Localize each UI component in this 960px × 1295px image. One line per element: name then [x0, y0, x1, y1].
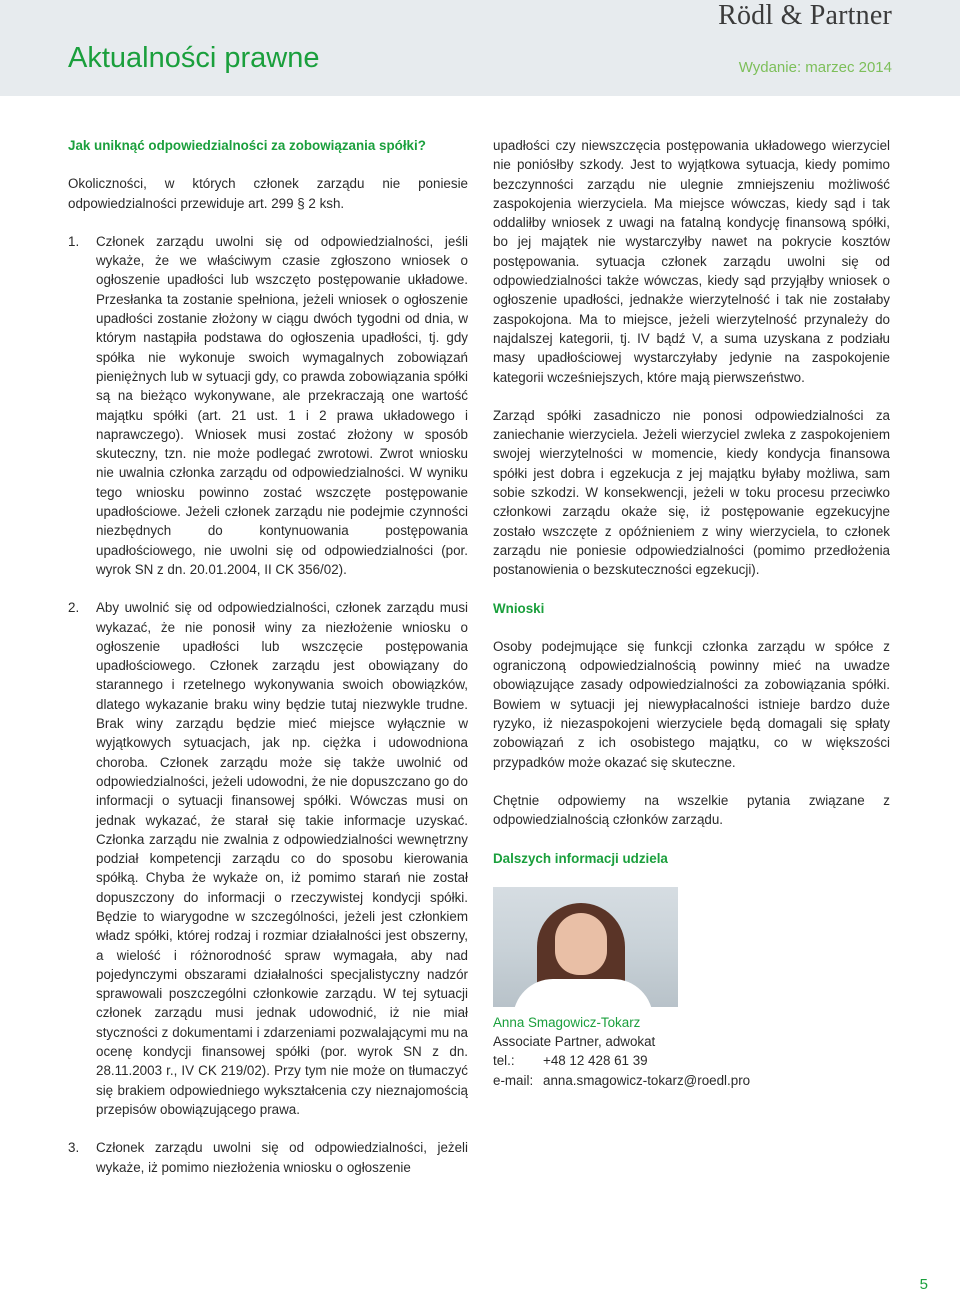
phone-label: tel.:: [493, 1053, 515, 1069]
contact-heading: Dalszych informacji udziela: [493, 850, 668, 866]
left-column: [68, 136, 468, 1196]
list-number: 1.: [68, 233, 80, 249]
list-text: Członek zarządu uwolni się od odpowiedzialności, jeżeli wykaże, iż pomimo niezłożenia wniosku o ogłoszenie: [96, 1140, 468, 1175]
conclusions-heading: Wnioski: [493, 600, 545, 616]
page-number: 5: [919, 1276, 928, 1293]
edition-label: Wydanie: marzec 2014: [738, 59, 892, 76]
contact-name: Anna Smagowicz-Tokarz: [493, 1014, 641, 1030]
article-intro: Okoliczności, w których członek zarządu nie poniesie odpowiedzialności przewiduje art. 299 § 2 ksh.: [68, 176, 468, 211]
article-paragraph: upadłości czy niewszczęcia postępowania układowego wierzyciel nie poniósłby szkody. Jest to wyjątkowa sytuacja, kiedy pomimo bezczynności zarządu nie ulegnie zmniejszeniu możliwość zaspokojenia wierzyciela. Ma miejsce wówczas, kiedy sąd i tak oddaliłby wniosek z uwagi na fatalną kondycję finansową spółki, bo jej majątek nie wystarczyłby nawet na pokrycie kosztów postępowania. sytuacja członek zarządu uwolni się od odpowiedzialności także wówczas, kiedy sąd przyjąłby wniosek o ogłoszenie upadłości, jednakże wierzytelność i tak nie zostałaby zaspokojona. Ma to miejsce, jeżeli wierzytelność przynależy do najdalszej kategorii, tj. IV bądź V, a suma uzyskana z podziału masy upadłościowej wystarczyłaby jedynie na zaspokojenie kategorii wcześniejszych, które mają pierwszeństwo.: [493, 138, 890, 385]
list-item-3: [68, 1138, 468, 1177]
section-title: Aktualności prawne: [68, 42, 320, 74]
conclusions-paragraph: Osoby podejmujące się funkcji członka zarządu w spółce z ograniczoną odpowiedzialnością powinny mieć na uwadze obowiązujące zasady odpowiedzialności za zobowiązania spółki. Bowiem w sytuacji jej niewypłacalności istnieje bardzo duże ryzyko, iż niezaspokojeni wierzyciele będą domagali się spłaty zobowiązań z ich osobistego majątku, co w większości przypadków może okazać się skuteczne.: [493, 638, 890, 770]
brand-logo: Rödl & Partner: [718, 0, 892, 31]
contact-photo: [493, 887, 678, 1007]
article-heading: Jak uniknąć odpowiedzialności za zobowiązania spółki?: [68, 138, 426, 153]
contact-phone-row: [493, 1051, 890, 1070]
list-item-2: [68, 598, 468, 1119]
article-paragraph: Zarząd spółki zasadniczo nie ponosi odpowiedzialności za zaniechanie wierzyciela. Jeżeli wierzyciel zwleka z zaspokojeniem swojej wierzytelności w momencie, kiedy kondycja finansowa spółki jest dobra i egzekucja z jej majątku byłaby możliwa, sam sobie szkodzi. W konsekwencji, jeżeli w toku procesu przeciwko członkowi zarządu okaże się, iż postępowanie egzekucyjne zostało wszczęte z opóźnieniem z winy wierzyciela, to członek zarządu nie poniesie odpowiedzialności (pomimo przedłożenia postanowienia o bezskuteczności egzekucji).: [493, 407, 890, 578]
email-label: e-mail:: [493, 1072, 534, 1088]
list-text: Aby uwolnić się od odpowiedzialności, członek zarządu musi wykazać, że nie ponosił winy za niezłożenie wniosku o ogłoszenie upadłości lub wszczęcie postępowania upadłościowego. Członek zarządu jest obowiązany do starannego i rzetelnego wykonywania swoich obowiązków, dlatego wykazanie braku winy będzie tutaj niezwykle trudne. Brak winy zarządu będzie mieć miejsce wyłącznie w wyjątkowych sytuacjach, jak np. ciężka i udowodniona choroba. Członek zarządu może się także uwolnić od odpowiedzialności, jeżeli udowodni, że nie dopuszczano go do informacji o sytuacji finansowej spółki. Wówczas musi on jednak wykazać, że starał się takie informacje uzyskać. Członka zarządu nie zwalnia z odpowiedzialności wewnętrzny podział kompetencji zarządu co do sposobu kierowania spółką. Chyba że wykaże on, iż pomimo starań nie został dopuszczony do informacji o rzeczywistej kondycji spółki. Będzie to wiarygodne w szczególności, jeżeli jest członkiem władz spółki, której rodzaj i rozmiar działalności jest obszerny, a wielość i różnorodność spraw wymagała, aby nad pojedynczymi obszarami działalności specjalistyczny nadzór sprawowali poszczególni członkowie zarządu. W tej sytuacji członek zarządu musi jednak udowodnić, iż nie miał styczności z dokumentami i zdarzeniami pozwalającymi mu na ocenę kondycji finansowej spółki (por. wyrok SN z dn. 28.11.2003 r., IV CK 219/02). Przy tym nie może on tłumaczyć się brakiem odpowiedniego wykształcenia czy nieznajomością przepisów obowiązującego prawa.: [96, 600, 468, 1117]
photo-shoulders: [513, 979, 653, 1007]
phone-number[interactable]: +48 12 428 61 39: [543, 1053, 648, 1069]
list-text: Członek zarządu uwolni się od odpowiedzialności, jeśli wykaże, że we właściwym czasie zgłoszono wniosek o ogłoszenie upadłości lub wszczęto postępowanie układowe. Przesłanka ta zostanie spełniona, jeżeli wniosek o ogłoszenie upadłości zostanie złożony w ciągu dwóch tygodni od dnia, w którym nastąpiła podstawa do ogłoszenia upadłości, tj. gdy spółka nie wykonuje swoich wymagalnych zobowiązań pieniężnych lub w sytuacji gdy, co prawda zobowiązania spółki są na bieżąco wykonywane, ale przekraczają one wartość majątku spółki (art. 21 ust. 1 i 2 prawa układowego i naprawczego). Wniosek musi zostać złożony w sposób skuteczny, tzn. nie może podlegać zwrotowi. Zwrot wniosku nie uwalnia członka zarządu od odpowiedzialności. W wyniku tego wniosku powinno zostać wszczęte postępowanie upadłościowe. Jeżeli członek zarządu nie podejmie czynności niezbędnych do kontynuowania postępowania upadłościowego, nie uwolni się od odpowiedzialności (por. wyrok SN z dn. 20.01.2004, II CK 356/02).: [96, 233, 468, 577]
email-link[interactable]: anna.smagowicz-tokarz@roedl.pro: [543, 1072, 751, 1088]
right-column: [493, 136, 890, 1090]
contact-role: Associate Partner, adwokat: [493, 1034, 656, 1050]
list-number: 3.: [68, 1140, 80, 1156]
photo-face: [555, 913, 607, 975]
list-item-1: [68, 232, 468, 579]
contact-email-row: [493, 1071, 890, 1090]
list-number: 2.: [68, 600, 80, 616]
conclusions-paragraph: Chętnie odpowiemy na wszelkie pytania związane z odpowiedzialnością członków zarządu.: [493, 792, 890, 828]
